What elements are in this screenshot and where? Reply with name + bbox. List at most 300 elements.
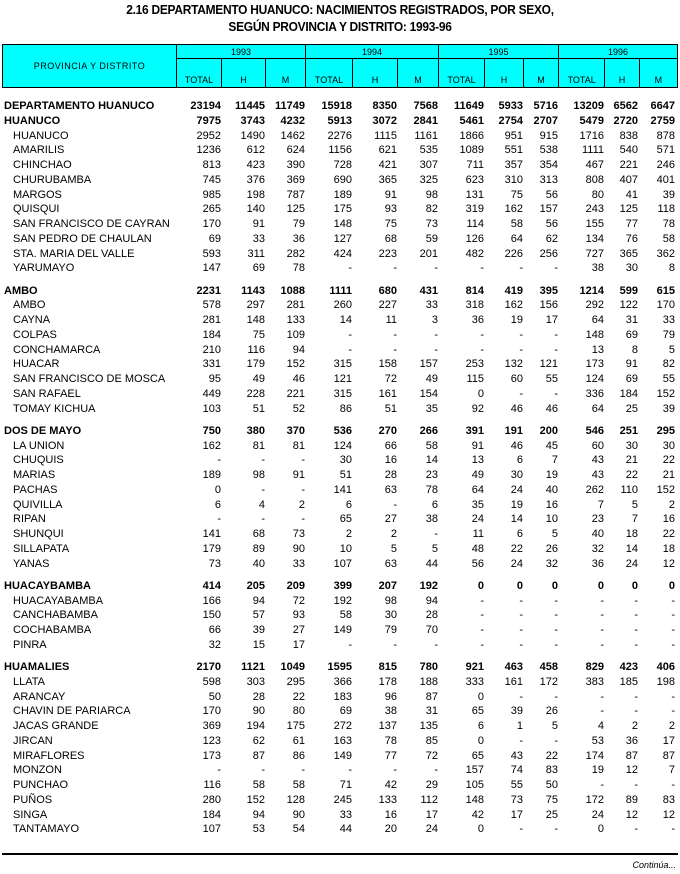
cell-1994-h: 38 xyxy=(384,705,397,718)
district-name: TOMAY KICHUA xyxy=(13,402,96,415)
district-name: CANCHABAMBA xyxy=(13,609,98,622)
cell-1993-total: 7975 xyxy=(196,114,221,127)
cell-1993-m: 93 xyxy=(292,609,305,622)
district-name: CAYNA xyxy=(13,314,51,326)
cell-1994-m: 59 xyxy=(425,232,438,245)
cell-1993-h: 1121 xyxy=(241,661,265,673)
cell-1993-h: 94 xyxy=(252,594,265,607)
district-name: SINGA xyxy=(13,808,48,821)
cell-1993-total: - xyxy=(217,764,221,777)
cell-1995-h: - xyxy=(519,609,523,622)
cell-1993-m: 54 xyxy=(292,823,305,836)
cell-1994-h: 16 xyxy=(384,808,397,821)
cell-1996-m: 118 xyxy=(657,203,675,216)
cell-1995-total: 0 xyxy=(477,387,484,400)
cell-1993-h: 69 xyxy=(252,262,265,275)
cell-1994-total: 690 xyxy=(333,173,352,186)
cell-1994-h: 28 xyxy=(384,469,397,481)
cell-1996-m: - xyxy=(671,705,675,718)
cell-1994-total: 1111 xyxy=(329,284,352,297)
cell-1995-h: - xyxy=(519,690,523,703)
cell-1994-total: 2 xyxy=(345,528,352,540)
table-row-total xyxy=(2,284,678,299)
table-row xyxy=(2,328,678,343)
cell-1993-h: 28 xyxy=(252,690,265,703)
cell-1996-h: - xyxy=(634,624,638,636)
cell-1993-h: 228 xyxy=(246,387,265,400)
cell-1994-h: 158 xyxy=(378,358,397,371)
cell-1995-total: 0 xyxy=(477,579,484,592)
table-row xyxy=(2,512,678,527)
cell-1996-h: 41 xyxy=(625,188,638,201)
cell-1993-total: 598 xyxy=(202,675,221,688)
cell-1995-h: - xyxy=(519,262,523,275)
header-total: TOTAL xyxy=(177,59,222,88)
cell-1994-m: 44 xyxy=(425,557,438,570)
cell-1994-m: 6 xyxy=(431,498,438,511)
cell-1994-total: 728 xyxy=(333,159,352,171)
cell-1995-total: 24 xyxy=(471,513,484,526)
cell-1996-m: 12 xyxy=(662,808,675,821)
cell-1993-m: 370 xyxy=(286,424,305,437)
cell-1995-total: - xyxy=(480,638,484,651)
cell-1995-total: - xyxy=(480,343,484,356)
district-name: PINRA xyxy=(13,638,47,651)
cell-1994-h: - xyxy=(393,328,397,341)
table-row xyxy=(2,468,678,483)
district-name: PACHAS xyxy=(13,483,58,496)
table-row xyxy=(2,372,678,387)
cell-1996-h: - xyxy=(634,638,638,651)
cell-1993-total: 331 xyxy=(202,358,221,371)
cell-1996-m: 246 xyxy=(656,159,675,171)
district-name: HUACAR xyxy=(13,358,60,371)
cell-1993-m: 109 xyxy=(286,328,305,341)
cell-1994-h: 3072 xyxy=(372,114,397,127)
table-row-total xyxy=(2,424,678,439)
cell-1993-m: 61 xyxy=(292,734,305,747)
cell-1993-h: 51 xyxy=(252,402,265,415)
cell-1994-m: - xyxy=(434,528,438,540)
cell-1996-total: 148 xyxy=(585,328,604,341)
district-name: MARGOS xyxy=(13,188,62,201)
cell-1993-h: 75 xyxy=(252,328,265,341)
cell-1995-total: 56 xyxy=(471,557,484,570)
cell-1993-m: 1088 xyxy=(280,284,305,297)
cell-1994-total: 71 xyxy=(339,779,352,791)
cell-1995-total: 5461 xyxy=(459,114,484,127)
district-name: HUACAYABAMBA xyxy=(13,594,104,607)
table-row xyxy=(2,557,678,572)
cell-1994-total: 148 xyxy=(333,218,352,230)
cell-1996-total: 1111 xyxy=(581,144,604,157)
cell-1993-h: 89 xyxy=(252,542,265,555)
cell-1996-m: 878 xyxy=(656,129,675,142)
cell-1995-m: 5716 xyxy=(533,100,558,112)
cell-1996-h: 21 xyxy=(625,454,638,467)
cell-1995-h: 310 xyxy=(504,173,523,186)
table-row xyxy=(2,129,678,144)
cell-1993-m: 90 xyxy=(292,808,305,821)
cell-1995-h: - xyxy=(519,734,523,747)
cell-1996-total: 80 xyxy=(591,188,604,201)
cell-1995-total: 921 xyxy=(465,661,484,673)
cell-1996-m: 18 xyxy=(662,542,675,555)
cell-1995-total: 814 xyxy=(465,284,484,297)
cell-1994-h: - xyxy=(393,638,397,651)
district-name: SAN PEDRO DE CHAULAN xyxy=(13,232,152,245)
cell-1996-total: 7 xyxy=(597,498,604,511)
cell-1996-total: 43 xyxy=(591,454,604,467)
cell-1994-total: 65 xyxy=(339,513,352,526)
cell-1995-total: 11649 xyxy=(454,100,484,112)
cell-1996-h: 184 xyxy=(619,387,638,400)
cell-1993-total: 123 xyxy=(202,734,221,747)
cell-1995-m: 16 xyxy=(545,498,558,511)
cell-1996-m: 401 xyxy=(656,173,675,186)
cell-1996-m: 58 xyxy=(662,232,675,245)
cell-1995-total: - xyxy=(480,262,484,275)
table-row xyxy=(2,793,678,808)
header-total: TOTAL xyxy=(559,59,605,88)
cell-1994-m: 135 xyxy=(419,720,438,732)
cell-1994-h: 78 xyxy=(384,734,397,747)
cell-1994-h: - xyxy=(393,262,397,275)
cell-1995-m: - xyxy=(554,343,558,356)
cell-1993-total: 107 xyxy=(202,823,221,836)
district-name: AMARILIS xyxy=(13,144,65,157)
cell-1995-h: 60 xyxy=(510,373,523,385)
cell-1996-m: 33 xyxy=(662,314,675,326)
cell-1995-h: 6 xyxy=(516,454,523,467)
cell-1995-total: 0 xyxy=(477,690,484,703)
cell-1995-m: 2707 xyxy=(533,114,558,127)
table-row xyxy=(2,188,678,203)
cell-1995-total: - xyxy=(480,328,484,341)
cell-1996-m: 2759 xyxy=(650,114,675,127)
district-name: CHINCHAO xyxy=(13,159,72,171)
district-name: COCHABAMBA xyxy=(13,624,92,636)
cell-1996-m: 16 xyxy=(662,513,675,526)
cell-1994-total: 192 xyxy=(333,594,352,607)
cell-1995-total: 1089 xyxy=(459,144,484,157)
cell-1993-h: 148 xyxy=(246,314,265,326)
cell-1994-h: 2 xyxy=(390,528,397,540)
cell-1993-m: 2 xyxy=(298,498,305,511)
cell-1993-h: 87 xyxy=(252,749,265,762)
cell-1996-total: 1716 xyxy=(579,129,604,142)
cell-1996-total: 727 xyxy=(585,247,604,260)
cell-1996-total: 243 xyxy=(585,203,604,216)
cell-1995-h: - xyxy=(519,823,523,836)
cell-1994-total: 2276 xyxy=(327,129,352,142)
cell-1994-total: 15918 xyxy=(321,100,352,112)
cell-1994-total: 1156 xyxy=(328,144,352,157)
table-row xyxy=(2,217,678,232)
cell-1996-h: 365 xyxy=(619,247,638,260)
cell-1996-total: 19 xyxy=(591,764,604,777)
cell-1996-m: 8 xyxy=(668,262,675,275)
cell-1996-h: - xyxy=(634,779,638,791)
cell-1996-h: 5 xyxy=(631,498,638,511)
cell-1995-total: 253 xyxy=(465,358,484,371)
cell-1994-m: - xyxy=(434,262,438,275)
cell-1993-m: 1049 xyxy=(280,661,305,673)
header-h: H xyxy=(605,59,639,88)
cell-1993-total: 150 xyxy=(202,609,221,622)
cell-1995-m: 17 xyxy=(545,314,558,326)
table-title-line-2: SEGÚN PROVINCIA Y DISTRITO: 1993-96 xyxy=(228,19,452,34)
header-m: M xyxy=(639,59,677,88)
district-name: SAN FRANCISCO DE MOSCA xyxy=(13,373,166,385)
cell-1996-h: - xyxy=(634,690,638,703)
cell-1994-total: - xyxy=(348,262,352,275)
cell-1996-h: 89 xyxy=(625,793,638,806)
cell-1995-h: 2754 xyxy=(498,114,523,127)
cell-1994-total: 6 xyxy=(345,498,352,511)
cell-1995-m: - xyxy=(554,328,558,341)
cell-1994-total: 272 xyxy=(333,720,352,732)
cell-1995-h: 24 xyxy=(510,483,523,496)
cell-1995-total: 49 xyxy=(471,469,484,481)
cell-1996-total: 38 xyxy=(591,262,604,275)
cell-1996-m: 6647 xyxy=(650,100,675,112)
cell-1994-total: 30 xyxy=(339,454,352,467)
cell-1996-h: 122 xyxy=(619,299,638,312)
cell-1994-m: 28 xyxy=(425,609,438,622)
cell-1996-h: 69 xyxy=(625,373,638,385)
cell-1993-h: - xyxy=(261,454,265,467)
cell-1995-m: 32 xyxy=(545,557,558,570)
cell-1995-total: 65 xyxy=(471,705,484,718)
cell-1994-h: 77 xyxy=(384,749,397,762)
cell-1994-h: 270 xyxy=(378,424,397,437)
cell-1994-m: 33 xyxy=(425,299,438,312)
cell-1994-total: 424 xyxy=(333,247,352,260)
cell-1994-h: 30 xyxy=(384,609,397,622)
district-name: PUÑOS xyxy=(13,793,53,806)
cell-1995-h: 24 xyxy=(510,557,523,570)
cell-1993-h: - xyxy=(261,483,265,496)
cell-1993-total: 32 xyxy=(208,638,221,651)
cell-1995-h: 19 xyxy=(510,314,523,326)
cell-1996-total: 174 xyxy=(585,749,604,762)
cell-1996-h: 185 xyxy=(619,675,638,688)
cell-1993-h: 57 xyxy=(252,609,265,622)
cell-1994-m: 192 xyxy=(419,579,438,592)
cell-1996-h: 125 xyxy=(619,203,638,216)
cell-1993-m: 152 xyxy=(286,358,305,371)
cell-1995-total: 157 xyxy=(465,764,484,777)
cell-1993-m: 73 xyxy=(292,528,305,540)
cell-1996-total: 124 xyxy=(585,373,604,385)
cell-1993-m: 79 xyxy=(292,218,305,230)
cell-1995-total: 126 xyxy=(465,232,484,245)
cell-1995-total: 6 xyxy=(477,720,484,732)
district-name: SHUNQUI xyxy=(13,528,64,540)
cell-1995-total: 36 xyxy=(471,314,484,326)
cell-1993-h: - xyxy=(261,764,265,777)
district-name: PUNCHAO xyxy=(13,779,69,791)
group-spacer xyxy=(2,571,678,579)
cell-1994-h: 680 xyxy=(378,284,397,297)
cell-1994-h: 621 xyxy=(378,144,397,157)
header-total: TOTAL xyxy=(306,59,353,88)
cell-1996-h: 77 xyxy=(625,218,638,230)
cell-1996-m: 21 xyxy=(662,469,675,481)
district-name: YANAS xyxy=(13,557,50,570)
district-name: QUIVILLA xyxy=(13,498,63,511)
cell-1994-h: 11 xyxy=(385,314,397,326)
cell-1993-h: 49 xyxy=(252,373,265,385)
cell-1993-h: 91 xyxy=(252,218,265,230)
cell-1995-h: 1 xyxy=(516,720,523,732)
cell-1993-h: 98 xyxy=(252,469,265,481)
header-h: H xyxy=(485,59,524,88)
cell-1995-h: 5933 xyxy=(498,100,523,112)
cell-1996-h: 110 xyxy=(620,483,638,496)
cell-1993-h: 53 xyxy=(252,823,265,836)
cell-1995-total: 11 xyxy=(472,528,484,540)
cell-1994-m: 17 xyxy=(425,808,438,821)
cell-1996-total: 172 xyxy=(585,793,604,806)
cell-1994-total: 5913 xyxy=(327,114,352,127)
district-name: MONZON xyxy=(13,764,62,777)
cell-1995-h: 30 xyxy=(510,469,523,481)
cell-1996-total: 4 xyxy=(597,720,604,732)
cell-1993-total: 281 xyxy=(202,314,221,326)
cell-1993-m: 78 xyxy=(292,262,305,275)
cell-1994-m: 31 xyxy=(425,705,438,718)
cell-1996-m: 87 xyxy=(662,749,675,762)
cell-1993-m: 81 xyxy=(292,439,305,452)
cell-1993-total: 449 xyxy=(202,387,221,400)
group-spacer xyxy=(2,416,678,424)
cell-1994-total: 107 xyxy=(333,557,352,570)
cell-1994-h: 133 xyxy=(378,793,397,806)
cell-1996-m: 170 xyxy=(656,299,675,312)
cell-1994-total: 69 xyxy=(339,705,352,718)
cell-1996-h: 91 xyxy=(625,358,638,371)
cell-1993-m: 91 xyxy=(292,469,305,481)
cell-1993-total: 69 xyxy=(208,232,221,245)
cell-1993-total: 141 xyxy=(202,528,221,540)
cell-1996-h: 2 xyxy=(631,720,638,732)
cell-1995-m: - xyxy=(554,690,558,703)
cell-1993-h: 62 xyxy=(252,734,265,747)
cell-1995-total: 48 xyxy=(471,542,484,555)
cell-1994-h: - xyxy=(393,343,397,356)
cell-1993-h: 39 xyxy=(252,624,265,636)
cell-1996-h: 221 xyxy=(619,159,638,171)
cell-1994-h: 16 xyxy=(384,454,397,467)
cell-1994-total: - xyxy=(348,343,352,356)
cell-1996-m: - xyxy=(671,638,675,651)
cell-1993-total: 170 xyxy=(202,705,221,718)
cell-1993-m: 22 xyxy=(292,690,305,703)
cell-1994-total: 175 xyxy=(333,203,352,216)
cell-1993-h: 205 xyxy=(246,579,265,592)
district-name: TANTAMAYO xyxy=(13,823,79,836)
cell-1994-total: 163 xyxy=(333,734,352,747)
cell-1996-h: 69 xyxy=(625,328,638,341)
cell-1993-total: 6 xyxy=(214,498,221,511)
header-m: M xyxy=(266,59,306,88)
cell-1993-h: 94 xyxy=(252,808,265,821)
district-name: CHAVIN DE PARIARCA xyxy=(13,705,131,718)
cell-1993-m: 90 xyxy=(292,542,305,555)
cell-1996-total: 467 xyxy=(585,159,604,171)
cell-1996-total: 40 xyxy=(591,528,604,540)
cell-1994-h: 223 xyxy=(378,247,397,260)
cell-1995-h: 357 xyxy=(504,159,523,171)
cell-1993-h: - xyxy=(261,513,265,526)
cell-1993-h: 152 xyxy=(246,793,265,806)
cell-1993-m: 11749 xyxy=(275,100,305,112)
cell-1995-m: 56 xyxy=(545,188,558,201)
cell-1995-h: 226 xyxy=(504,247,523,260)
cell-1994-h: 227 xyxy=(378,299,397,312)
cell-1993-h: 612 xyxy=(246,144,265,157)
cell-1995-total: 623 xyxy=(465,173,484,186)
cell-1996-m: 30 xyxy=(662,439,675,452)
cell-1995-m: 7 xyxy=(551,454,558,467)
cell-1994-total: 149 xyxy=(333,749,352,762)
cell-1993-m: 46 xyxy=(292,373,305,385)
cell-1996-m: - xyxy=(671,823,675,836)
cell-1995-h: 74 xyxy=(510,764,523,777)
cell-1995-h: 463 xyxy=(504,661,523,673)
district-name: RIPAN xyxy=(13,513,46,526)
cell-1995-h: - xyxy=(519,343,523,356)
cell-1993-m: 175 xyxy=(286,720,305,732)
cell-1994-m: - xyxy=(434,764,438,777)
cell-1995-m: - xyxy=(554,594,558,607)
cell-1994-h: - xyxy=(393,764,397,777)
cell-1993-m: 86 xyxy=(292,749,305,762)
cell-1994-total: - xyxy=(348,764,352,777)
cell-1995-m: 62 xyxy=(545,232,558,245)
cell-1995-total: - xyxy=(480,624,484,636)
cell-1994-m: 2841 xyxy=(413,114,438,127)
cell-1996-h: - xyxy=(634,609,638,622)
cell-1993-total: 95 xyxy=(208,373,221,385)
cell-1993-h: 423 xyxy=(246,159,265,171)
cell-1993-total: 578 xyxy=(202,299,221,312)
cell-1993-total: 985 xyxy=(202,188,221,201)
table-row xyxy=(2,313,678,328)
cell-1995-total: 65 xyxy=(471,749,484,762)
district-name: JIRCAN xyxy=(13,734,53,747)
cell-1993-m: 128 xyxy=(286,793,305,806)
cell-1995-h: 46 xyxy=(510,402,523,415)
table-row xyxy=(2,387,678,402)
cell-1996-m: 615 xyxy=(656,284,675,297)
cell-1993-m: 295 xyxy=(286,675,305,688)
cell-1995-m: 156 xyxy=(539,299,558,312)
header-provincia-distrito: PROVINCIA Y DISTRITO xyxy=(3,45,177,88)
province-name: HUACAYBAMBA xyxy=(4,579,91,592)
cell-1994-m: - xyxy=(434,343,438,356)
cell-1996-total: 336 xyxy=(585,387,604,400)
cell-1993-h: 81 xyxy=(252,439,265,452)
cell-1994-h: 63 xyxy=(384,483,397,496)
table-row xyxy=(2,704,678,719)
cell-1996-m: 83 xyxy=(662,793,675,806)
cell-1996-total: 383 xyxy=(585,675,604,688)
cell-1995-m: - xyxy=(554,262,558,275)
cell-1993-total: 593 xyxy=(202,247,221,260)
